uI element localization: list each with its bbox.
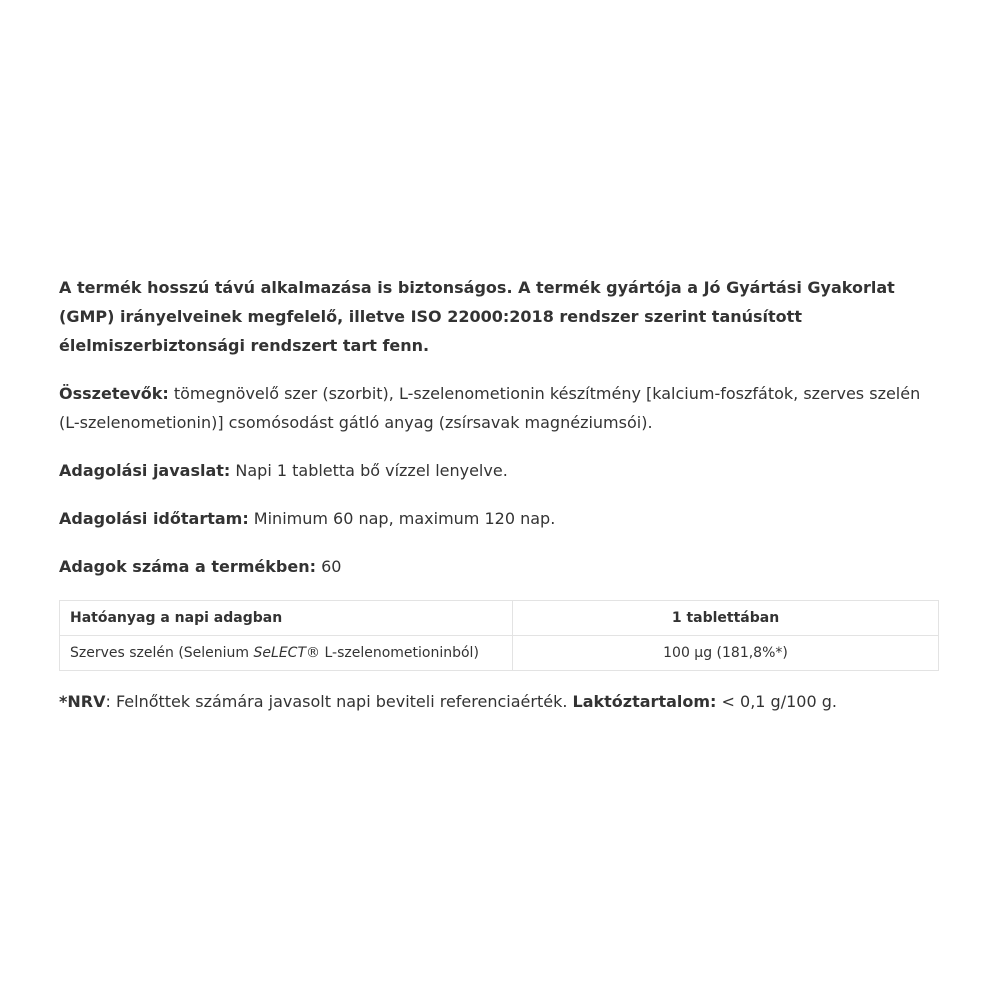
ingredient-name-suffix: ® L-szelenometioninból) <box>306 645 479 661</box>
ingredient-name-brand: SeLECT <box>253 645 307 661</box>
ingredients-label: Összetevők: <box>59 384 169 403</box>
intro-paragraph: A termék hosszú távú alkalmazása is biztonságos. A termék gyártója a Jó Gyártási Gyakorlat (GMP) irányelveinek megfelelő, illetve ISO 22000:2018 rendszer szerint tanúsított élelmiszerbiztonsági rendszert tart fenn. <box>59 278 895 355</box>
table-header-row <box>60 601 939 636</box>
servings-paragraph <box>59 552 941 581</box>
lactose-text: < 0,1 g/100 g. <box>716 692 837 711</box>
duration-paragraph <box>59 504 941 533</box>
table-header-per-tablet: 1 tablettában <box>513 601 939 636</box>
nrv-label: *NRV <box>59 692 106 711</box>
table-cell-ingredient <box>60 636 513 671</box>
table-cell-value: 100 µg (181,8%*) <box>513 636 939 671</box>
product-description <box>59 273 941 716</box>
table-row <box>60 636 939 671</box>
duration-label: Adagolási időtartam: <box>59 509 249 528</box>
servings-text: 60 <box>315 557 342 576</box>
dosage-paragraph <box>59 456 941 485</box>
dosage-label: Adagolási javaslat: <box>59 461 231 480</box>
active-ingredient-table <box>59 600 939 671</box>
dosage-text: Napi 1 tabletta bő vízzel lenyelve. <box>230 461 508 480</box>
ingredients-paragraph <box>59 379 941 437</box>
servings-label: Adagok száma a termékben: <box>59 557 316 576</box>
duration-text: Minimum 60 nap, maximum 120 nap. <box>248 509 556 528</box>
table-header-ingredient: Hatóanyag a napi adagban <box>60 601 513 636</box>
ingredient-name-prefix: Szerves szelén (Selenium <box>70 645 254 661</box>
ingredients-text: tömegnövelő szer (szorbit), L-szelenometionin készítmény [kalcium-foszfátok, szerves szelén (L-szelenometionin)] csomósodást gátló anyag (zsírsavak magnéziumsói). <box>59 384 921 432</box>
nrv-text: : Felnőttek számára javasolt napi beviteli referenciaérték. <box>105 692 573 711</box>
lactose-label: Laktóztartalom: <box>572 692 717 711</box>
footnote-paragraph <box>59 687 941 716</box>
